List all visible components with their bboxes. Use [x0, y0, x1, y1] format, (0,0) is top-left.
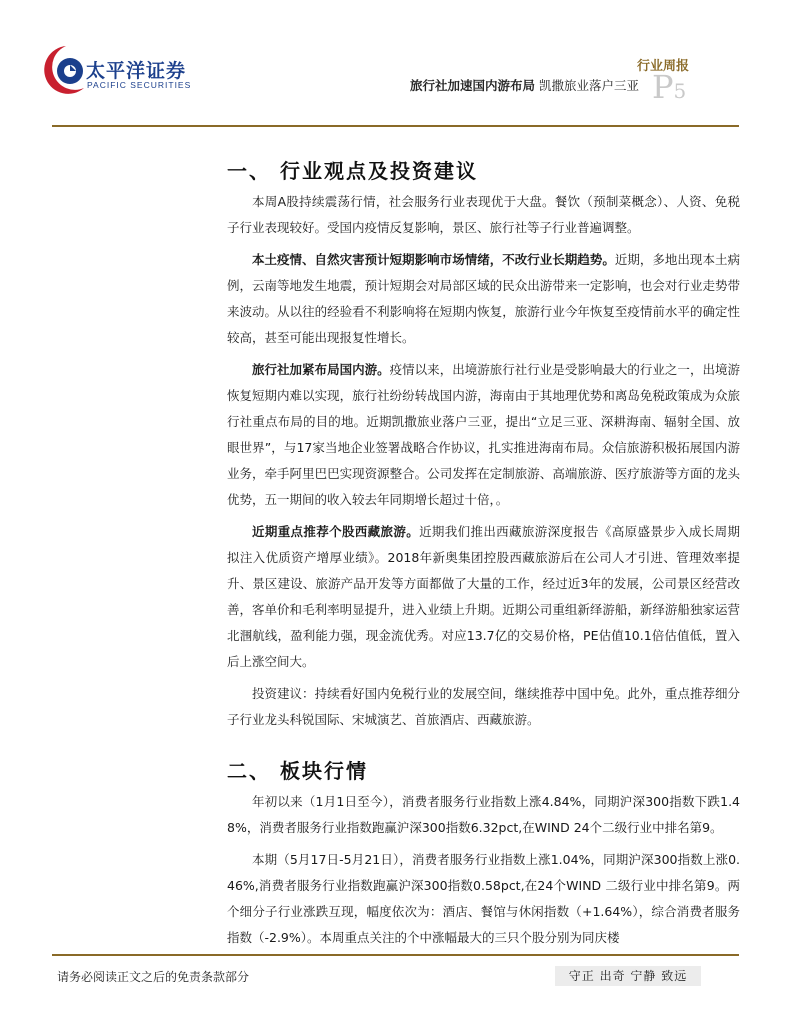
- paragraph-3-lead: 旅行社加紧布局国内游。: [252, 362, 390, 377]
- paragraph-3-text: 疫情以来，出境游旅行社行业是受影响最大的行业之一，出境游恢复短期内难以实现，旅行社纷纷转战国内游，海南由于其地理优势和离岛免税政策成为众旅行社重点布局的目的地。近期凯撒旅业落户三亚，提出“立足三亚、深耕海南、辐射全国、放眼世界”，与17家当地企业签署战略合作协议，扎实推进海南布局。众信旅游积极拓展国内游业务，牵手阿里巴巴实现资源整合。公司发挥在定制旅游、高端旅游、医疗旅游等方面的龙头优势，五一期间的收入较去年同期增长超过十倍，。: [227, 362, 740, 507]
- report-title-bold: 旅行社加速国内游布局: [410, 78, 536, 93]
- section2-paragraph-2: 本期（5月17日-5月21日），消费者服务行业指数上涨1.04%，同期沪深300指数上涨0.46%,消费者服务行业指数跑赢沪深300指数0.58pct,在24个WIND 二级行业中排名第9。两个细分子行业涨跌互现，幅度依次为：酒店、餐馆与休闲指数（+1.64%），综合消费者服务指数（-2.9%）。本周重点关注的个中涨幅最大的三只个股分别为同庆楼: [227, 852, 740, 945]
- footer-disclaimer: 请务必阅读正文之后的免责条款部分: [57, 970, 250, 984]
- section2-paragraph-1: 年初以来（1月1日至今），消费者服务行业指数上涨4.84%，同期沪深300指数下跌1.48%，消费者服务行业指数跑赢沪深300指数6.32pct,在WIND 24个二级行业中排名第9。: [227, 794, 740, 835]
- report-title: [410, 76, 639, 94]
- page-number: [652, 68, 686, 106]
- paragraph-2-text: 近期，多地出现本土病例，云南等地发生地震，预计短期会对局部区域的民众出游带来一定影响，也会对行业走势带来波动。从以往的经验看不利影响将在短期内恢复，旅游行业今年恢复至疫情前水平的确定性较高，甚至可能出现报复性增长。: [227, 252, 740, 345]
- header-divider: [52, 125, 739, 127]
- report-title-rest: 凯撒旅业落户三亚: [535, 78, 639, 93]
- section1-paragraph-3: [227, 357, 740, 513]
- paragraph-2-lead: 本土疫情、自然灾害预计短期影响市场情绪，不改行业长期趋势。: [252, 252, 615, 267]
- logo-chinese-name: 太平洋证券: [86, 60, 187, 82]
- section1-heading: 一、 行业观点及投资建议: [227, 159, 478, 183]
- paragraph-4-lead: 近期重点推荐个股西藏旅游。: [252, 524, 420, 539]
- page-digit: 5: [673, 79, 687, 103]
- footer-slogan: 守正 出奇 宁静 致远: [555, 966, 701, 986]
- logo-english-name: PACIFIC SECURITIES: [87, 80, 192, 90]
- logo-emblem-icon: [40, 40, 90, 100]
- section1-paragraph-4: [227, 519, 740, 675]
- footer-divider: [52, 954, 739, 956]
- page-letter: P: [652, 68, 674, 106]
- report-body: [227, 155, 740, 957]
- section1-paragraph-1: 本周A股持续震荡行情，社会服务行业表现优于大盘。餐饮（预制菜概念）、人资、免税子行业表现较好。受国内疫情反复影响，景区、旅行社等子行业普遍调整。: [227, 194, 740, 235]
- section2-heading: 二、 板块行情: [227, 759, 368, 783]
- section1-paragraph-2: [227, 247, 740, 351]
- report-type: 行业周报: [636, 59, 689, 74]
- paragraph-4-text: 近期我们推出西藏旅游深度报告《高原盛景步入成长周期 拟注入优质资产增厚业绩》。2018年新奥集团控股西藏旅游后在公司人才引进、管理效率提升、景区建设、旅游产品开发等方面都做了大量的工作，经过近3年的发展，公司景区经营改善，客单价和毛利率明显提升，进入业绩上升期。近期公司重组新绎游船，新绎游船独家运营北涠航线，盈利能力强，现金流优秀。对应13.7亿的交易价格，PE估值10.1倍估值低，置入后上涨空间大。: [227, 524, 740, 669]
- section1-paragraph-5: 投资建议：持续看好国内免税行业的发展空间，继续推荐中国中免。此外，重点推荐细分子行业龙头科锐国际、宋城演艺、首旅酒店、西藏旅游。: [227, 686, 740, 727]
